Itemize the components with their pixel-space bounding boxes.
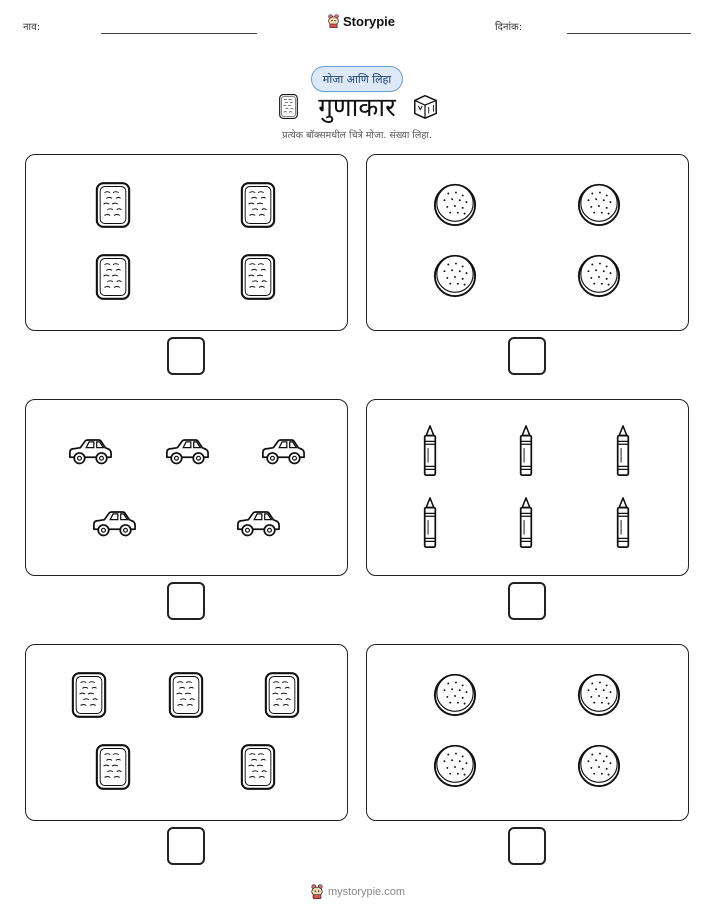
bread-icon [94,180,132,230]
cube-icon [411,92,439,120]
problem-box-2 [366,154,689,331]
cookie-icon [576,743,622,789]
name-label: नाव: [23,22,41,33]
crayon-icon [420,424,440,478]
problem-box-3 [25,399,348,576]
crayon-icon [613,424,633,478]
car-icon [91,508,137,539]
answer-box-2[interactable] [508,337,546,375]
answer-box-1[interactable] [167,337,205,375]
instruction-text: प्रत्येक बॉक्समधील चित्रे मोजा. संख्या लिहा. [282,130,432,141]
crayon-icon [420,496,440,550]
cookie-icon [432,253,478,299]
footer-url[interactable]: mystorypie.com [328,885,406,898]
car-icon [235,508,281,539]
car-icon [164,436,210,467]
problem-box-6 [366,644,689,821]
brand-logo [326,13,395,29]
bread-icon [94,742,132,792]
mascot-icon [326,13,341,29]
crayon-icon [516,424,536,478]
car-icon [260,436,306,467]
problem-box-5 [25,644,348,821]
crayon-icon [516,496,536,550]
answer-box-4[interactable] [508,582,546,620]
cookie-icon [432,743,478,789]
bread-icon [70,670,108,720]
cookie-icon [432,672,478,718]
problem-box-4 [366,399,689,576]
answer-box-3[interactable] [167,582,205,620]
date-line[interactable] [567,33,691,34]
cookie-icon [576,672,622,718]
name-line[interactable] [101,33,257,34]
problem-box-1 [25,154,348,331]
mascot-icon [309,883,325,900]
date-label: दिनांक: [495,22,523,33]
page-title: गुणाकार [318,93,396,123]
answer-box-5[interactable] [167,827,205,865]
cookie-icon [576,182,622,228]
car-icon [67,436,113,467]
bread-icon [239,180,277,230]
brand-name: Storypie [343,13,396,29]
crayon-icon [613,496,633,550]
cookie-icon [432,182,478,228]
activity-badge: मोजा आणि लिहा [311,66,403,92]
bread-icon [239,252,277,302]
bread-icon [167,670,205,720]
bread-icon [94,252,132,302]
bread-icon [263,670,301,720]
bread-icon [239,742,277,792]
cookie-icon [576,253,622,299]
answer-box-6[interactable] [508,827,546,865]
bread-icon [278,93,299,120]
footer [309,883,405,900]
